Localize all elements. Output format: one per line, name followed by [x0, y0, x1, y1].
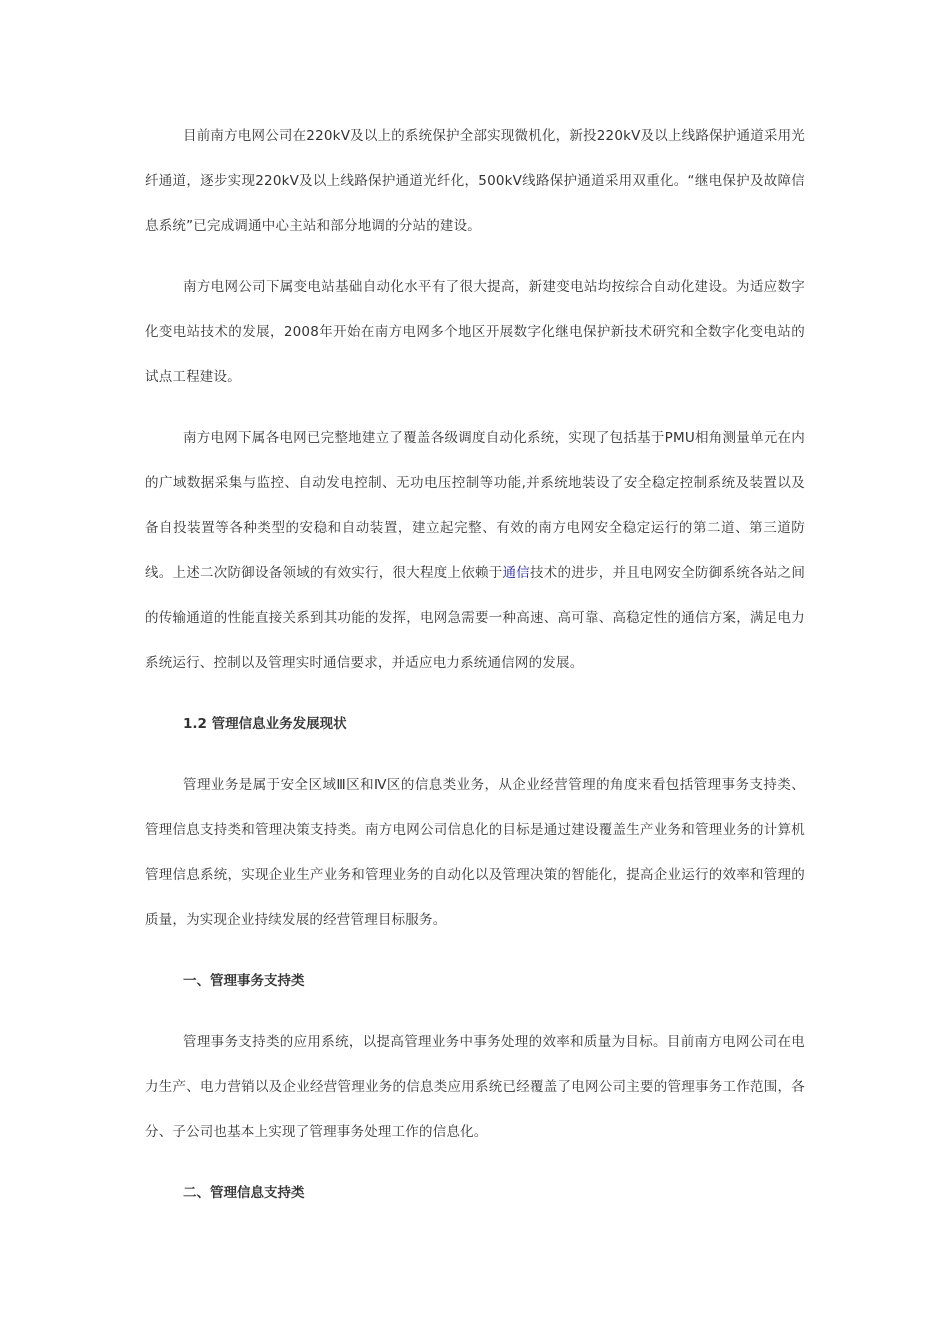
paragraph-grid-defense: [145, 416, 805, 686]
paragraph-transaction-support: 管理事务支持类的应用系统，以提高管理业务中事务处理的效率和质量为目标。目前南方电网公司在电力生产、电力营销以及企业经营管理业务的信息类应用系统已经覆盖了电网公司主要的管理事务工作范围，各分、子公司也基本上实现了管理事务处理工作的信息化。: [145, 1034, 805, 1140]
communication-link[interactable]: 通信: [502, 565, 531, 581]
subsection-heading-2: 二、管理信息支持类: [183, 1185, 305, 1201]
paragraph-substation: 南方电网公司下属变电站基础自动化水平有了很大提高，新建变电站均按综合自动化建设。为适应数字化变电站技术的发展，2008年开始在南方电网多个地区开展数字化继电保护新技术研究和全数字化变电站的试点工程建设。: [145, 279, 805, 385]
subsection-heading-1: 一、管理事务支持类: [183, 973, 305, 989]
section-heading: 1.2 管理信息业务发展现状: [183, 716, 347, 732]
paragraph-grid-defense-text-1: 南方电网下属各电网已完整地建立了覆盖各级调度自动化系统，实现了包括基于PMU相角测量单元在内的广域数据采集与监控、自动发电控制、无功电压控制等功能,并系统地装设了安全稳定控制系统及装置以及备自投装置等各种类型的安稳和自动装置，建立起完整、有效的南方电网安全稳定运行的第二道、第三道防线。上述二次防御设备领域的有效实行，很大程度上依赖于: [145, 430, 805, 581]
paragraph-grid-defense-text-2: 技术的进步，并且电网安全防御系统各站之间的传输通道的性能直接关系到其功能的发挥，电网急需要一种高速、高可靠、高稳定性的通信方案，满足电力系统运行、控制以及管理实时通信要求，并适应电力系统通信网的发展。: [145, 565, 806, 671]
paragraph-management-business: 管理业务是属于安全区域Ⅲ区和Ⅳ区的信息类业务，从企业经营管理的角度来看包括管理事务支持类、管理信息支持类和管理决策支持类。南方电网公司信息化的目标是通过建设覆盖生产业务和管理业务的计算机管理信息系统，实现企业生产业务和管理业务的自动化以及管理决策的智能化，提高企业运行的效率和管理的质量，为实现企业持续发展的经营管理目标服务。: [145, 777, 805, 928]
paragraph-protection: 目前南方电网公司在220kV及以上的系统保护全部实现微机化，新投220kV及以上线路保护通道采用光纤通道，逐步实现220kV及以上线路保护通道光纤化，500kV线路保护通道采用双重化。“继电保护及故障信息系统”已完成调通中心主站和部分地调的分站的建设。: [145, 128, 805, 234]
document-body: [145, 114, 805, 1232]
